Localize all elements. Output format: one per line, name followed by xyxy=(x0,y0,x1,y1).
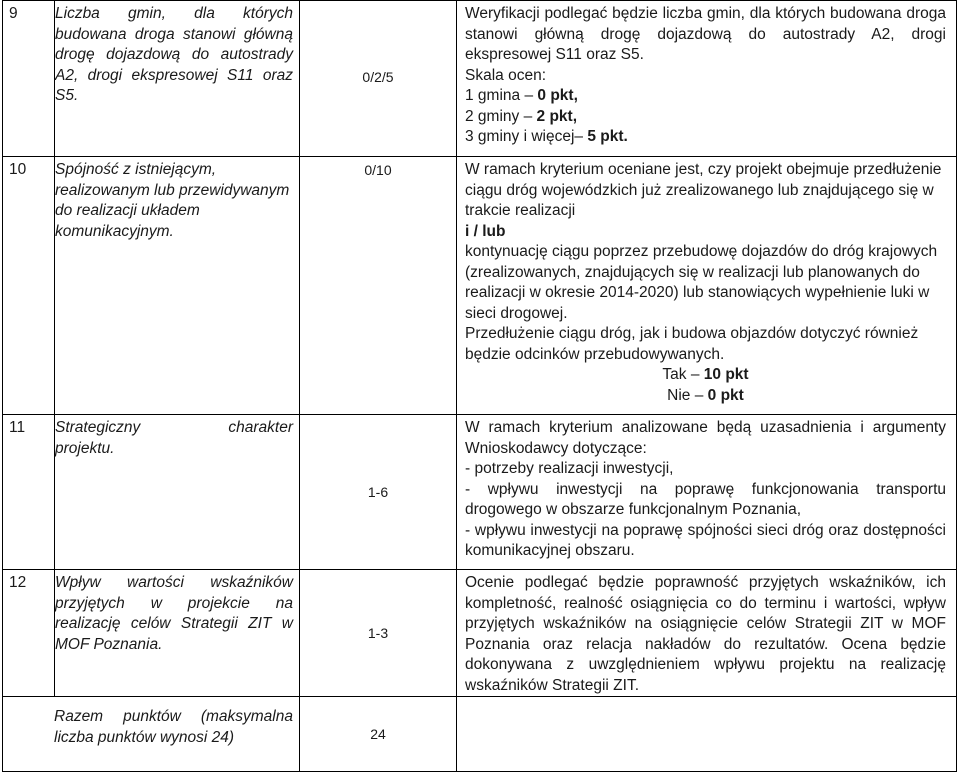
table-row xyxy=(3,570,957,697)
criterion-points: 1-6 xyxy=(300,415,457,570)
description-text: Ocenie podlegać będzie poprawność przyjętych wskaźników, ich kompletność, realność osiągnięcia co do terminu i wartości, wpływ przyjętych wskaźników na osiągnięcie celów Strategii ZIT w MOF Poznania oraz relacja nakładów do rezultatów. Ocena będzie dokonywana z uwzględnieniem wpływu projektu na realizację wskaźników Strategii ZIT. xyxy=(465,574,946,694)
criterion-points: 1-3 xyxy=(300,570,457,697)
connector-text: i / lub xyxy=(465,222,506,240)
description-text: Przedłużenie ciągu dróg, jak i budowa objazdów dotyczyć również będzie odcinków przebudowywanych. xyxy=(465,325,919,363)
criterion-points: 0/2/5 xyxy=(300,1,457,157)
total-row xyxy=(3,697,957,772)
description-text: W ramach kryterium analizowane będą uzasadnienia i argumenty Wnioskodawcy dotyczące: xyxy=(465,419,946,457)
criterion-name: Spójność z istniejącym, realizowanym lub przewidywanym do realizacji układem komunikacyjnym. xyxy=(55,157,300,415)
criterion-description xyxy=(457,1,957,157)
table-row xyxy=(3,1,957,157)
criterion-points: 0/10 xyxy=(300,157,457,415)
description-text: Weryfikacji podlegać będzie liczba gmin, dla których budowana droga stanowi główną drogę dojazdową do autostrady A2, drogi ekspresowej S11 oraz S5. xyxy=(465,5,946,63)
scale-label: Skala ocen: xyxy=(465,66,546,84)
criterion-name: Liczba gmin, dla których budowana droga stanowi główną drogę dojazdową do autostrady A2, drogi ekspresowej S11 oraz S5. xyxy=(55,1,300,157)
row-number: 10 xyxy=(3,157,55,415)
table-row xyxy=(3,415,957,570)
no-option: Nie – 0 pkt xyxy=(667,386,744,404)
table-row xyxy=(3,157,957,415)
total-label: Razem punktów (maksymalna liczba punktów wynosi 24) xyxy=(3,697,300,772)
criterion-description xyxy=(457,415,957,570)
scale-item: 3 gminy i więcej– 5 pkt. xyxy=(465,128,628,145)
row-number: 12 xyxy=(3,570,55,697)
criterion-description xyxy=(457,157,957,415)
total-points: 24 xyxy=(300,697,457,772)
yes-option: Tak – 10 pkt xyxy=(662,366,749,383)
criterion-name: Strategiczny charakter projektu. xyxy=(55,415,300,570)
row-number: 11 xyxy=(3,415,55,570)
description-text: W ramach kryterium oceniane jest, czy projekt obejmuje przedłużenie ciągu dróg wojewódzkich już zrealizowanego lub znajdującego się w trakcie realizacji xyxy=(465,161,942,219)
bullet-item: - wpływu inwestycji na poprawę funkcjonowania transportu drogowego w obszarze funkcjonalnym Poznania, xyxy=(465,480,946,518)
empty-cell xyxy=(457,697,957,772)
scale-item: 1 gmina – 0 pkt, xyxy=(465,87,578,104)
scale-item: 2 gminy – 2 pkt, xyxy=(465,107,577,125)
row-number: 9 xyxy=(3,1,55,157)
bullet-item: - wpływu inwestycji na poprawę spójności sieci dróg oraz dostępności komunikacyjnej obszaru. xyxy=(465,521,946,559)
bullet-item: - potrzeby realizacji inwestycji, xyxy=(465,460,674,477)
criterion-name: Wpływ wartości wskaźników przyjętych w projekcie na realizację celów Strategii ZIT w MOF Poznania. xyxy=(55,570,300,697)
description-text: kontynuację ciągu poprzez przebudowę dojazdów do dróg krajowych (zrealizowanych, znajdujących się w realizacji lub planowanych do realizacji w okresie 2014-2020) lub stanowiących wypełnienie luki w sieci drogowej. xyxy=(465,243,938,322)
criteria-table xyxy=(2,0,957,772)
criterion-description xyxy=(457,570,957,697)
